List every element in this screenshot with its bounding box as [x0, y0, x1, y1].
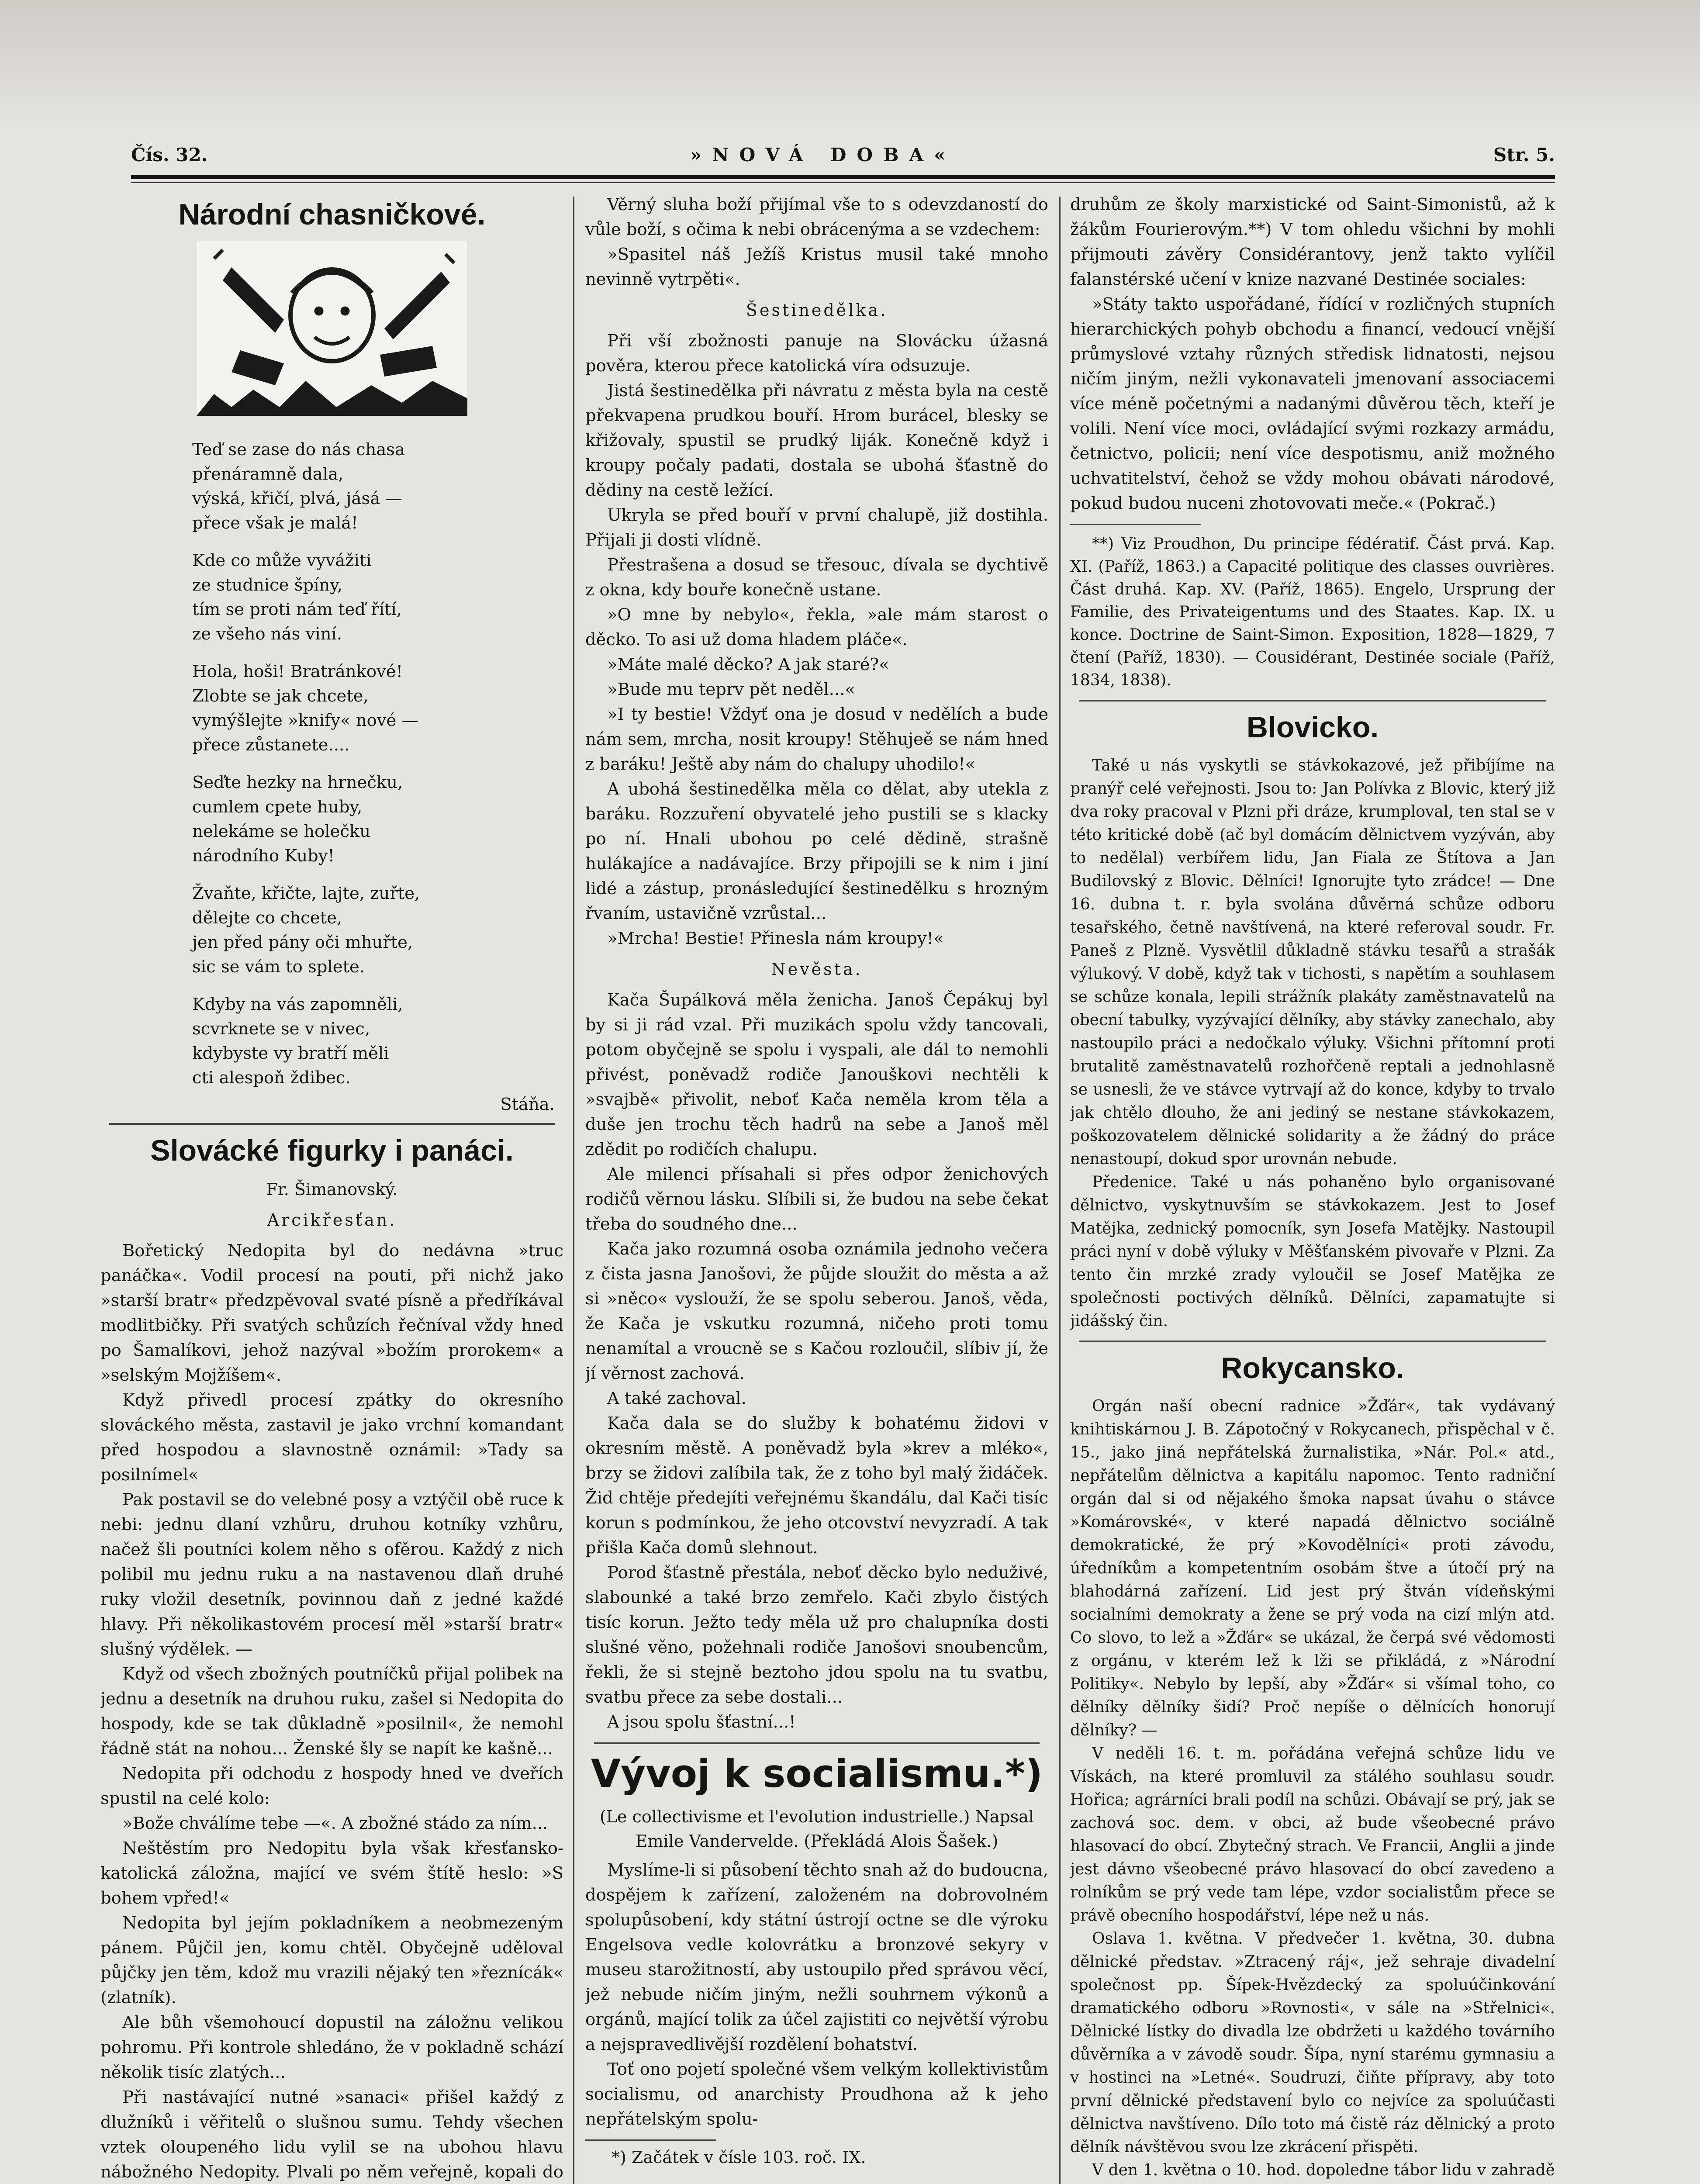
- paragraph: V neděli 16. t. m. pořádána veřejná schůze lidu ve Vískách, na které promluvil za stálého souhlasu soudr. Hořica; agrárníci brali podíl na schůzi. Obávají se prý, jak se zachová soc. dem. v obci, až bude všeobecné právo hlasovací do obcí. Zbytečný strach. Ve Francii, Anglii a jinde jest dávno všeobecné právo hlasovací do obcí zavedeno a rolníkům se prý vede tam lépe, vzdor socialistům přece se právě obecního hospodářství, lépe než u nás.: [1070, 1745, 1555, 1925]
- cartoon-illustration: [197, 241, 467, 416]
- paragraph: Při nastávající nutné »sanaci« přišel každý z dlužníků i věřitelů o slušnou sumu. Tehdy všechen vztek oloupeného lidu vylil se na ubohou hlavu nábožného Nedopity. Plvali po něm veřejně, kopali do: [100, 2087, 563, 2182]
- column-divider: [573, 197, 574, 2184]
- paragraph: Když od všech zbožných poutníčků přijal polibek na jednu a desetník na druhou ruku, zašel si Nedopita do hospody, kde se tak důkladně »posilnil«, že nemohl řádně stát na nohou... Ženské šly se napít ke kašně...: [100, 1664, 563, 1759]
- paragraph: Kača jako rozumná osoba oznámila jednoho večera z čista jasna Janošovi, že půjde sloužit do města a až si »něco« vyslouží, že se spolu seberou. Janoš, věda, že Kača je vskutku rozumná, ničeho proti tomu nenamítal a vroucně se s Kačou rozloučil, slíbiv jí, že jí věrnost zachová.: [585, 1239, 1048, 1383]
- paragraph: Přestrašena a dosud se třesouc, dívala se dychtivě z okna, kdy bouře konečně ustane.: [585, 555, 1048, 600]
- article-title: Blovicko.: [1246, 711, 1379, 744]
- masthead: [131, 144, 1555, 175]
- footnote: **) Viz Proudhon, Du principe fédératif. Část prvá. Kap. XI. (Paříž, 1863.) a Capacité politique des classes ouvrières. Část druhá. Kap. XV. (Paříž, 1865). Engelo, Ursprung der Familie, des Privateigentums und des Staates. Kap. IX. u konce. Doctrine de Saint-Simon. Exposition, 1828—1829, 7 čtení (Paříž, 1830). — Cousidérant, Destinée sociale (Paříž, 1834, 1838).: [1070, 535, 1555, 689]
- page-top-shading: [0, 0, 1700, 131]
- paragraph: Také u nás vyskytli se stávkokazové, jež přibíjíme na pranýř celé veřejnosti. Jsou to: Jan Polívka z Blovic, který již dva roky pracoval v Plzni při dráze, krumploval, ten stal se v této kritické době (ač byl domácím dělnictvem vyzýván, aby to nedělal) verbířem lidu, Jan Fiala ze Štítova a Jan Budilovský z Blovic. Dělníci! Ignorujte tyto zrádce! — Dne 16. dubna t. r. byla svolána důvěrná schůze odboru tesařského, četně navštívená, na které referoval soudr. Fr. Paneš z Plzně. Vysvětlil důkladně stávku tesařů a strašák výlukový. V době, když tak v tichosti, s napětím a souhlasem se schůze konala, lepili strážník plakáty zaměstnavatelů na obecní tabulky, vyzývající dělníky, aby stávky zanechalo, aby nastoupilo práci a nedočkalo výluky. Všichni přítomní proti brutalitě zaměstnavatelů rozhořčeně reptali a jednohlasně se usnesli, že ve stávce vytrvají až do konce, kdyby to trvalo jak chtělo dlouho, že ani jediný se nestane stávkokazem, poškozovatelem dělnické solidarity a že žádný do práce nenastoupí, dokud spor urovnán nebude.: [1070, 757, 1555, 1168]
- paragraph: Ukryla se před bouří v první chalupě, již dostihla. Přijali ji dosti vlídně.: [585, 505, 1048, 550]
- article-title: Rokycansko.: [1221, 1351, 1404, 1385]
- paragraph: »Státy takto uspořádané, řídící v rozličných stupních hierarchických pohyb obchodu a financí, vedoucí vnější průmyslové vztahy různých středisk lidnatosti, nejsou ničím jiným, nežli vykonavateli jmenovaní associacemi více méně početnými a nadanými důvěrou těch, kteří je volili. Není více moci, ovládající svými rozkazy armádu, četnictvo, policii; není více despotismu, aniž možného uchvatitelství, čehož se vždy mohou obávati národové, pokud budou nuceni zhotovovati meče.« (Pokrač.): [1070, 294, 1555, 513]
- article-subheading: Arcikřesťan.: [267, 1210, 397, 1230]
- paragraph: Myslíme-li si působení těchto snah až do budoucna, dospějem k zařízení, založeném na dobrovolném spolupůsobení, kdy státní ústrojí octne se dle výroku Engelsova vedle kolovrátku a bronzové sekyry v museu starožitností, aby ustoupilo před správou věcí, jež nebude ničím jiným, nežli souhrnem výkonů a orgánů, mající tolik za účel zajistiti co největší výrobu a nejspravedlivější rozdělení bohatství.: [585, 1860, 1048, 2054]
- column-2: [585, 192, 1048, 2184]
- poem-stanza: Kde co může vyvážiti ze studnice špíny, tím se proti nám teď řítí, ze všeho nás viní.: [192, 551, 402, 644]
- paragraph: »I ty bestie! Vždyť ona je dosud v nedělích a bude nám sem, mrcha, nosit kroupy! Stěhujeě se nám hned z baráku! Ještě aby nám do chalupy uhodilo!«: [585, 705, 1048, 774]
- article-subheading: Nevěsta.: [771, 960, 863, 979]
- footnote-divider: [585, 2139, 716, 2141]
- poem-stanza: Seďte hezky na hrnečku, cumlem cpete huby, nelekáme se holečku národního Kuby!: [192, 773, 403, 866]
- issue-number: Čís. 32.: [131, 144, 208, 166]
- section-divider: [1079, 1341, 1546, 1342]
- column-1: [100, 192, 563, 2184]
- paragraph: A ubohá šestinedělka měla co dělat, aby utekla z baráku. Rozzuření obyvatelé jeho pustili se s klacky po ní. Hnali ubohou po celé dědině, strašně hulákajíce a nadávajíce. Brzy připojili se k nim i jiní lidé a zástup, pronásledující šestinedělku s hrozným řvaním, ustavičně vzrůstal...: [585, 779, 1048, 923]
- paragraph: »Bude mu teprv pět neděl...«: [607, 680, 855, 699]
- paragraph: Ale bůh všemohoucí dopustil na záložnu velikou pohromu. Při kontrole shledáno, že v pokladně schází několik tisíc zlatých...: [100, 2013, 563, 2082]
- paragraph: V den 1. května o 10. hod. dopoledne tábor lidu v zahradě: [1092, 2161, 1555, 2179]
- article-byline: (Le collectivisme et l'evolution industrielle.) Napsal Emile Vandervelde. (Překládá Alois Šašek.): [599, 1807, 1034, 1851]
- paragraph: »O mne by nebylo«, řekla, »ale mám starost o děcko. To asi už doma hladem pláče«.: [585, 605, 1048, 650]
- paragraph: Jistá šestinedělka při návratu z města byla na cestě překvapena prudkou bouří. Hrom burácel, blesky se křižovaly, spustil se prudký liják. Konečně když i kroupy počaly padati, dostala se ubohá šťastně do dědiny na cestě ležící.: [585, 381, 1048, 500]
- paragraph: Porod šťastně přestála, neboť děcko bylo neduživé, slabounké a také brzo zemřelo. Kači zbylo čistých tisíc korun. Ježto tedy měla už pro chalupníka dosti slušné věno, požehnali rodiče Janošovi snoubencům, řekli, že si stejně beztoho jdou spolu na tu svatbu, svatbu přece za sebe dostali...: [585, 1563, 1048, 1707]
- article-author: Fr. Šimanovský.: [266, 1180, 398, 1199]
- paragraph: Bořetický Nedopita byl do nedávna »truc panáčka«. Vodil procesí na pouti, při nichž jako »starší bratr« předzpěvoval svaté písně a předříkával modlitbičky. Při svatých schůzích řečníval vždy hned po Šamalíkovi, jehož nazýval »božím prorokem« a »selským Mojžíšem«.: [100, 1241, 563, 1385]
- paragraph: Nedopita při odchodu z hospody hned ve dveřích spustil na celé kolo:: [100, 1764, 563, 1808]
- poem-signature: Stáňa.: [500, 1095, 555, 1114]
- masthead-rule: [131, 175, 1555, 179]
- paragraph: »Spasitel náš Ježíš Kristus musil také mnoho nevinně vytrpěti«.: [585, 245, 1048, 289]
- paragraph: Kača Šupálková měla ženicha. Janoš Čepákuj byl by si ji rád vzal. Při muzikách spolu vždy tancovali, potom obyčejně se spolu i vyspali, ale dál to nemohli přivést, poněvadž rodiče Janouškovi nechtěli k »svajbě« přivolit, neboť Kača neměla krom těla a duše jen trochu těch hadrů na sebe a Janoš měl zdědit po rodičích chalupu.: [585, 990, 1048, 1159]
- paragraph: Oslava 1. května. V předvečer 1. května, 30. dubna dělnické představ. »Ztracený ráj«, jež sehraje divadelní společnost pp. Šípek-Hvězdecký za spoluúčinkování dramatického odboru »Rovnosti«, v sále na »Střelnici«. Dělnické lístky do divadla lze obdržeti u každého továrního důvěrníka a v závodě soudr. Šípa, nyní starému gymnasiu a v hostinci na »Letné«. Soudruzi, čiňte přípravy, aby toto první dělnické představení bylo co nejvíce za spoluúčasti dělnictva navštíveno. Dílo toto má čistě ráz dělnický a proto dělník návštěvou svou lze zkrácení přispěti.: [1070, 1930, 1555, 2156]
- paragraph: Pak postavil se do velebné posy a vztýčil obě ruce k nebi: jednu dlaní vzhůru, druhou kotníky vzhůru, načež šli poutníci kolem něho s ofěrou. Každý z nich polibil mu jednu ruku a na nastavenou dlaň druhé ruky vložil desetník, povinnou daň z jedné každé hlavy. Při několikastovém procesí měl »starší bratr« slušný výdělek. —: [100, 1490, 563, 1659]
- paragraph: druhům ze školy marxistické od Saint-Simonistů, až k žákům Fourierovým.**) V tom ohledu všichni by mohli přijmouti závěry Considérantovy, jenž takto vylíčil falanstérské učení v knize nazvané Destinée sociales:: [1070, 195, 1555, 289]
- paragraph: »Máte malé děcko? A jak staré?«: [607, 655, 889, 674]
- column-divider: [1059, 197, 1061, 2184]
- paragraph: Když přivedl procesí zpátky do okresního slováckého města, zastavil je jako vrchní komandant před hospodou a slavnostně oznámil: »Tady sa posilnímel«: [100, 1390, 563, 1485]
- masthead-rule-thin: [131, 182, 1555, 183]
- paragraph: »Bože chválíme tebe —«. A zbožné stádo za ním...: [122, 1814, 548, 1833]
- article-subheading: Šestinedělka.: [746, 301, 888, 320]
- paragraph: A jsou spolu šťastní...!: [607, 1712, 796, 1732]
- column-3: [1070, 192, 1555, 2184]
- paragraph: Toť ono pojetí společné všem velkým kollektivistům socialismu, od anarchisty Proudhona až k jeho nepřátelským spolu-: [585, 2060, 1048, 2129]
- paragraph: Ale milenci přísahali si přes odpor ženichových rodičů věrnou lásku. Slíbili si, že budou na sebe čekat třeba do soudného dne...: [585, 1165, 1048, 1234]
- section-divider: [1079, 700, 1546, 702]
- poem-stanza: Kdyby na vás zapomněli, scvrknete se v nivec, kdybyste vy bratří měli cti alespoň ždibec.: [192, 995, 403, 1088]
- poem-stanza: Hola, hoši! Bratránkové! Zlobte se jak chcete, vymýšlejte »knify« nové — přece zůstanete....: [192, 662, 419, 755]
- paragraph: Nedopita byl jejím pokladníkem a neobmezeným pánem. Půjčil jen, komu chtěl. Obyčejně uděloval půjčky jen těm, kdož mu vrazili nějaký ten »řeznícák« (zlatník).: [100, 1913, 563, 2008]
- page-number: Str. 5.: [1493, 144, 1555, 166]
- section-divider: [109, 1123, 555, 1125]
- footnote: *) Začátek v čísle 103. roč. IX.: [612, 2148, 866, 2167]
- footnote-divider: [1070, 524, 1201, 525]
- article-title: Vývoj k socialismu.*): [591, 1751, 1043, 1796]
- paper-title: »NOVÁ DOBA«: [690, 144, 956, 166]
- paragraph: Věrný sluha boží přijímal vše to s odevzdaností do vůle boží, s očima k nebi obrácenýma a se vzdechem:: [585, 195, 1048, 239]
- paragraph: Orgán naší obecní radnice »Žďár«, tak vydávaný knihtiskárnou J. B. Zápotočný v Rokycanech, přispěchal v č. 15., jako jiná nepřátelská žurnalistika, »Nár. Pol.« atd., nepřátelům dělnictva a kapitálu napomoc. Tento radniční orgán dal si od nějakého šmoka napsat úvahu o stávce »Komárovské«, v které napadá dělnictvo sociálně demokratické, že prý »Kovodělníci« proti závodu, úředníkům a kompetentním osobám štve a útočí prý na blahodárná zařízení. Lid jest prý štván vídeňskými socialními demokraty a žene se prý voda na cizí mlýn atd. Co slovo, to lež a »Žďár« se ukázal, že čerpá své vědomosti z orgánu, v kterém lež k lži se přikládá, z »Národní Politiky«. Nebylo by lepší, aby »Žďár« si všímal toho, co dělníky dělníky šidí? Proč nepíše o dělnících honorují dělníky? —: [1070, 1397, 1555, 1739]
- paragraph: A také zachoval.: [607, 1389, 746, 1408]
- section-divider: [594, 1742, 1040, 1744]
- poem-stanza: Teď se zase do nás chasa přenáramně dala, výská, křičí, plvá, jásá — přece však je malá!: [192, 440, 405, 533]
- paragraph: Předenice. Také u nás pohaněno bylo organisované dělnictvo, vyskytnuvším se stávkokazem. Jest to Josef Matějka, zednický pomocník, syn Josefa Matějky. Nastoupil práci nyní v době výluky v Měšťanském pivovaře v Plzni. Za tento čin mrzké zrady vyloučil se Josef Matějka ze společnosti poctivých dělníků. Dělníci, zapamatujte si jidášský čin.: [1070, 1173, 1555, 1330]
- article-title: Národní chasničkové.: [178, 198, 486, 231]
- paragraph: Kača dala se do služby k bohatému židovi v okresním městě. A poněvadž byla »krev a mléko«, brzy se židovi zalíbila tak, že z toho byl malý židáček. Žid chtěje předejíti veřejnému škandálu, dal Kači tisíc korun s podmínkou, že jeho otcovství nevyzradí. A tak přišla Kača domů slehnout.: [585, 1413, 1048, 1558]
- article-title: Slovácké figurky i panáci.: [150, 1134, 514, 1167]
- paragraph: Neštěstím pro Nedopitu byla však křesťansko-katolická záložna, mající ve svém štítě heslo: »S bohem vpřed!«: [100, 1838, 563, 1908]
- paragraph: Při vší zbožnosti panuje na Slovácku úžasná pověra, kterou přece katolická víra odsuzuje.: [585, 331, 1048, 376]
- poem-stanza: Žvaňte, křičte, lajte, zuřte, dělejte co chcete, jen před pány oči mhuřte, sic se vám to splete.: [192, 884, 420, 977]
- paragraph: »Mrcha! Bestie! Přinesla nám kroupy!«: [607, 929, 944, 948]
